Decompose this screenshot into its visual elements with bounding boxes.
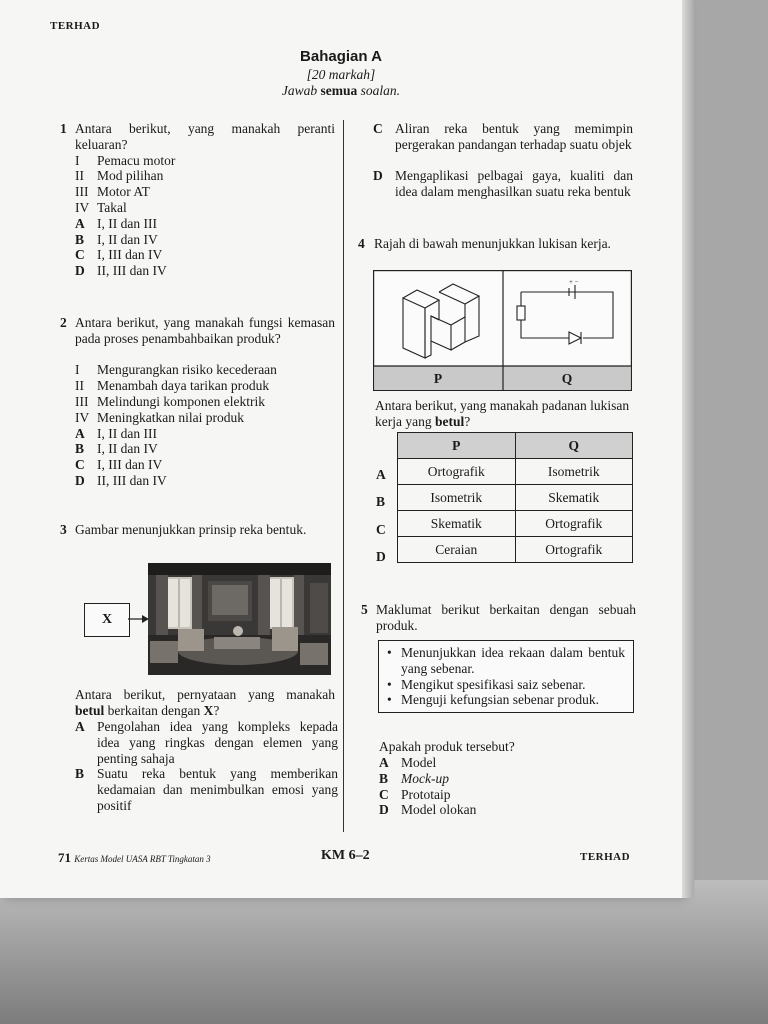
statement-item: II Mod pilihan [75,168,164,184]
statement-item: III Motor AT [75,184,150,200]
figure-label-p: P [433,371,443,386]
row-label-a[interactable]: A [376,467,386,482]
question-text: Antara berikut, yang manakah peranti keluaran? [75,121,335,152]
page-number: 71 [58,850,71,865]
question-5-options [379,755,629,818]
answer-option-b[interactable]: B Mock-up [379,770,449,786]
row-label-d[interactable]: D [376,549,386,564]
answer-option-d[interactable]: D Mengaplikasi pelbagai gaya, kualiti dan idea dalam menghasilkan suatu reka bentuk [373,168,633,200]
statement-item: I Mengurangkan risiko kecederaan [75,362,277,378]
answer-option-c[interactable]: C Prototaip [379,786,451,802]
background-shadow [0,880,768,1024]
answer-option-b[interactable]: B I, II dan IV [75,231,158,247]
column-header-p: P [398,433,516,459]
question-number: 5 [361,602,368,617]
statement-item: III Melindungi komponen elektrik [75,393,265,409]
question-text: Gambar menunjukkan prinsip reka bentuk. [75,522,307,537]
answer-option-c[interactable]: C Aliran reka bentuk yang memimpin pergerakan pandangan terhadap suatu objek [373,121,633,152]
answer-option-c[interactable]: C I, III dan IV [75,457,163,473]
info-bullet: • Menunjukkan idea rekaan dalam bentuk yang sebenar. [385,645,625,677]
section-instruction: Jawab semua soalan. [281,83,401,98]
table-cell: Skematik [515,485,633,511]
question-number: 1 [60,121,67,136]
table-cell: Ceraian [398,537,516,563]
column-divider [343,120,344,832]
answer-option-b[interactable]: B I, II dan IV [75,441,158,457]
table-cell: Ortografik [398,459,516,485]
footer-terhad: TERHAD [580,851,631,863]
row-label-b[interactable]: B [376,494,386,509]
table-header-row [398,433,633,459]
question-4-stem: Antara berikut, yang manakah padanan lukisan kerja yang betul? [375,398,630,429]
footer-left [58,850,211,866]
book-title: Kertas Model UASA RBT Tingkatan 3 [74,854,211,864]
statement-item: I Pemacu motor [75,152,176,168]
table-cell: Ortografik [515,511,633,537]
statement-list [75,153,335,279]
svg-text:+ −: + − [569,278,579,286]
table-row[interactable] [398,511,633,537]
column-header-q: Q [515,433,633,459]
statement-list [75,362,335,488]
working-drawing-figure [373,270,632,391]
section-title: Bahagian A [300,48,382,65]
question-text: Antara berikut, yang manakah fungsi kemasan pada proses penambahbaikan produk? [75,315,335,346]
statement-item: IV Meningkatkan nilai produk [75,409,244,425]
table-cell: Isometrik [515,459,633,485]
section-marks: [20 markah] [306,67,376,82]
answer-option-a[interactable]: A Model [379,755,437,770]
question-text: Maklumat berikut berkaitan dengan sebuah produk. [376,602,636,633]
answer-option-a[interactable]: A I, II dan III [75,215,157,231]
answer-option-d[interactable]: D II, III dan IV [75,263,167,279]
answer-option-b[interactable]: B Suatu reka bentuk yang memberikan kedamaian dan menimbulkan emosi yang positif [75,766,338,813]
header-terhad: TERHAD [50,20,101,32]
page-edge [682,0,694,898]
question-3-stem: Antara berikut, pernyataan yang manakah betul berkaitan dengan X? [75,687,335,718]
living-room-image [148,563,331,675]
question-4 [358,236,636,270]
table-row[interactable] [398,485,633,511]
label-box-x: X [84,603,130,637]
interior-photo [148,563,331,675]
answer-table [397,432,633,563]
answer-option-a[interactable]: A I, II dan III [75,425,157,441]
question-5 [361,602,636,636]
question-5-prompt: Apakah produk tersebut? [379,739,515,754]
table-cell: Isometrik [398,485,516,511]
answer-option-d[interactable]: D II, III dan IV [75,472,167,488]
table-cell: Skematik [398,511,516,537]
table-row[interactable] [398,537,633,563]
table-cell: Ortografik [515,537,633,563]
question-number: 4 [358,236,365,251]
answer-option-a[interactable]: A Pengolahan idea yang kompleks kepada idea yang ringkas dengan elemen yang penting sahaja [75,719,338,766]
table-row[interactable] [398,459,633,485]
product-info-box [378,640,634,713]
question-3-options-cd [373,121,633,216]
info-bullet: • Menguji kefungsian sebenar produk. [385,692,625,708]
row-label-c[interactable]: C [376,522,386,537]
answer-option-c[interactable]: C I, III dan IV [75,247,163,263]
figure-label-q: Q [561,371,573,386]
question-3-options-ab [75,719,338,814]
question-text: Rajah di bawah menunjukkan lukisan kerja. [374,236,611,251]
question-number: 2 [60,315,67,330]
statement-item: II Menambah daya tarikan produk [75,378,270,394]
info-bullet: • Mengikut spesifikasi saiz sebenar. [385,677,625,693]
answer-option-d[interactable]: D Model olokan [379,802,477,818]
statement-item: IV Takal [75,199,127,215]
paper-code: KM 6–2 [321,848,370,863]
arrow-icon [128,612,150,626]
question-number: 3 [60,522,67,537]
